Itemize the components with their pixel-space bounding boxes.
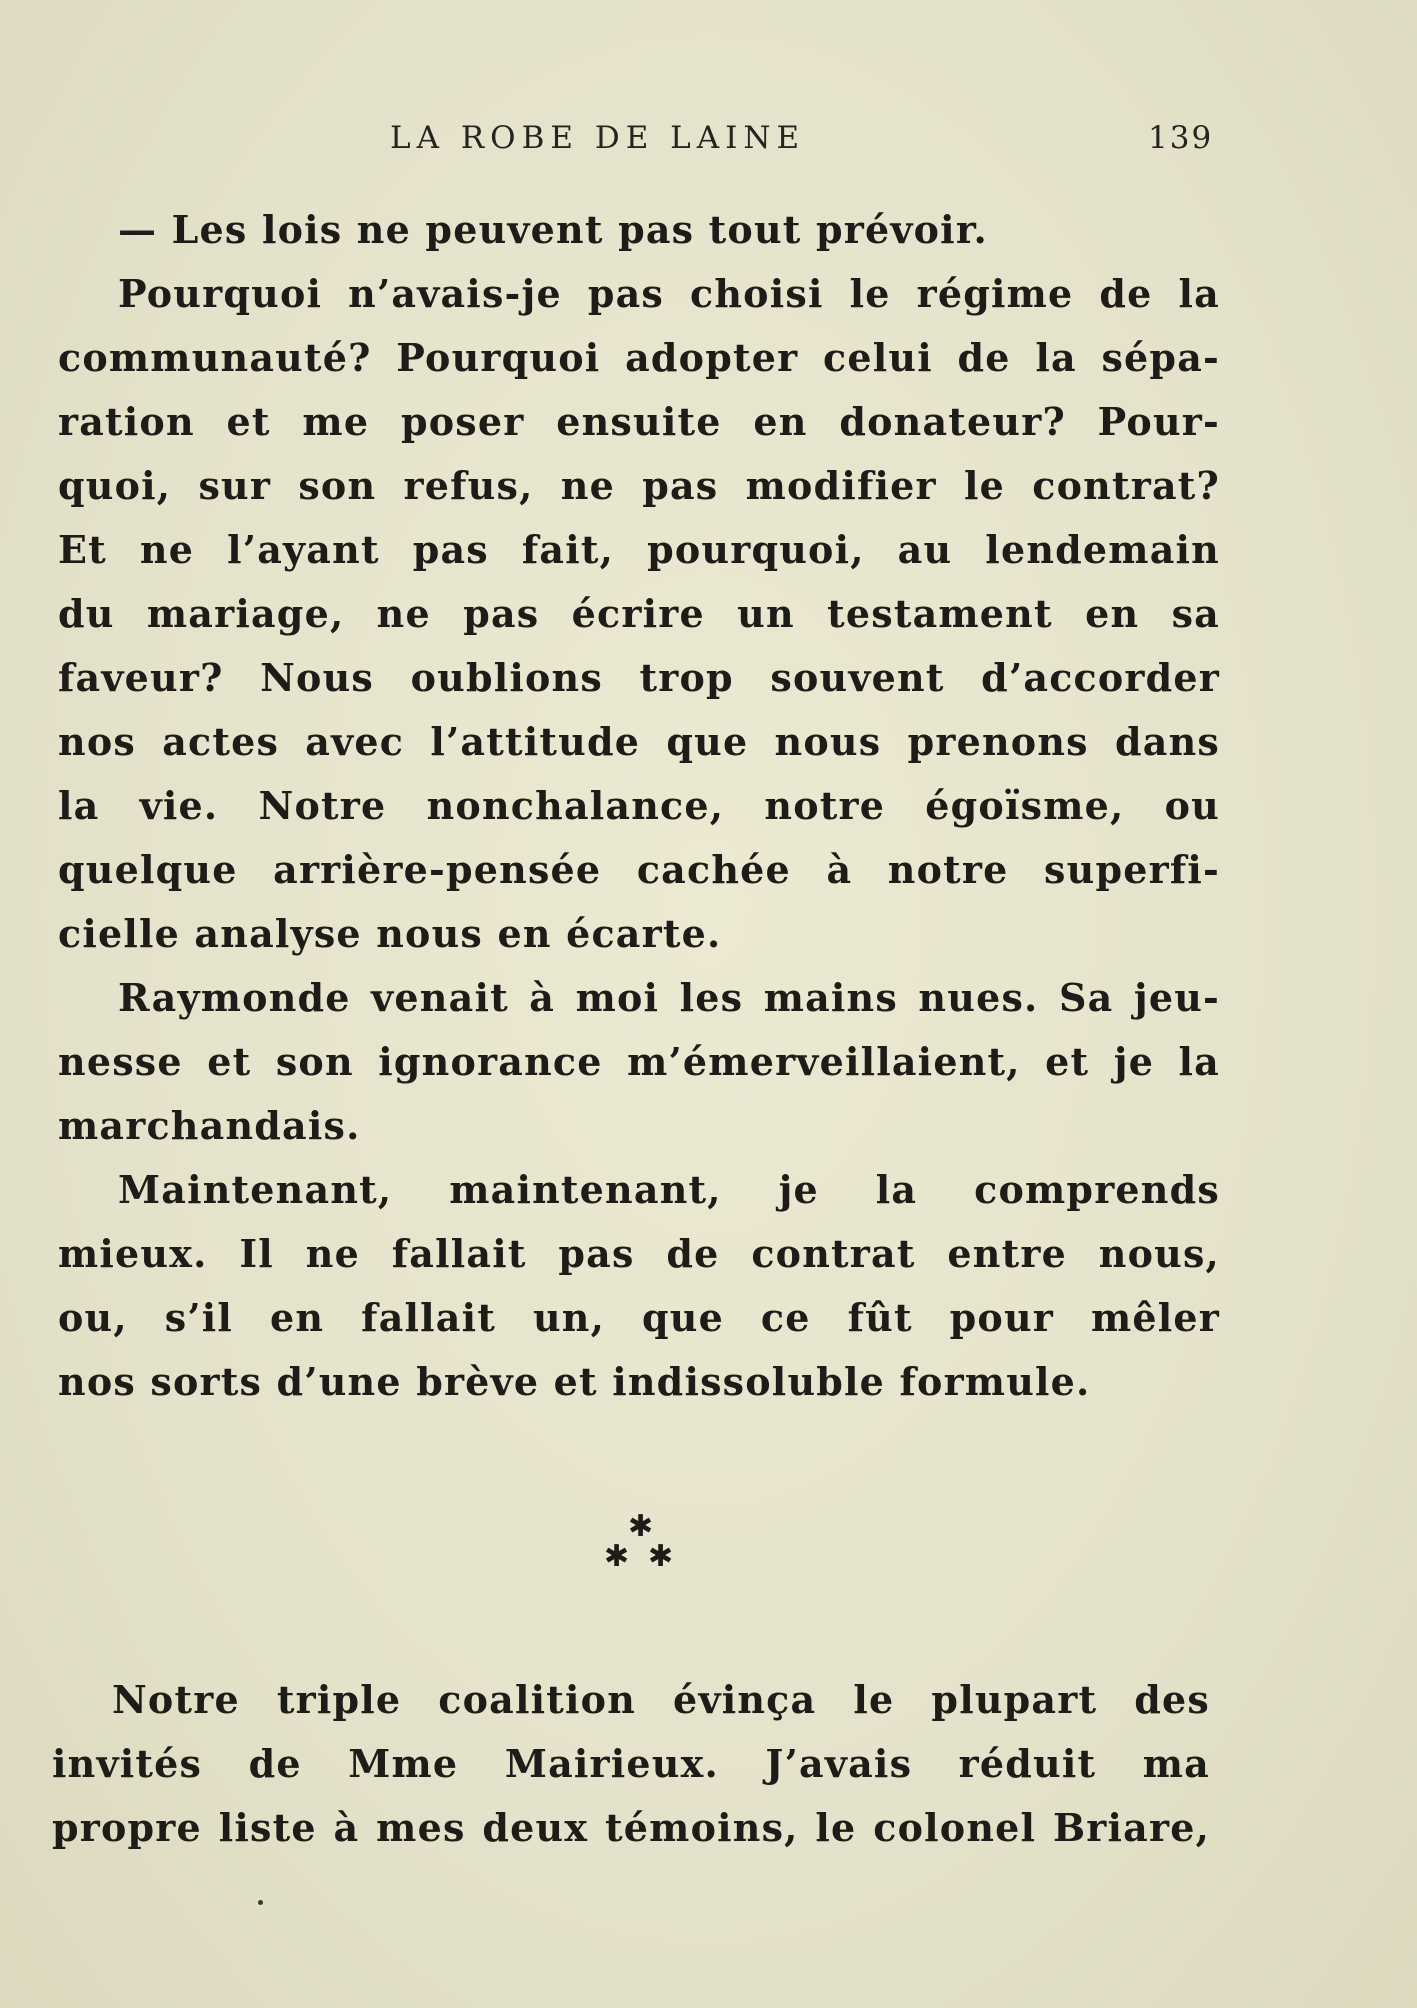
text-line: du mariage, ne pas écrire un testament en sa [58, 591, 1220, 636]
text-line: quoi, sur son refus, ne pas modifier le contrat? [58, 463, 1220, 508]
text-line: communauté? Pourquoi adopter celui de la sépa- [58, 335, 1220, 380]
body-text-continued [52, 1668, 1210, 1860]
text-line: nesse et son ignorance m’émerveillaient, et je la [58, 1039, 1220, 1084]
text-line: ration et me poser ensuite en donateur? Pour- [58, 399, 1220, 444]
text-line: Pourquoi n’avais-je pas choisi le régime de la [118, 271, 1220, 316]
running-head [0, 120, 1417, 170]
asterism-star-icon: ✱ [628, 1509, 654, 1544]
text-line: la vie. Notre nonchalance, notre égoïsme, ou [58, 783, 1220, 828]
text-line: Notre triple coalition évinça le plupart des [112, 1677, 1210, 1722]
text-line: Raymonde venait à moi les mains nues. Sa jeu- [118, 975, 1220, 1020]
body-text [58, 198, 1220, 1414]
text-line: ou, s’il en fallait un, que ce fût pour mêler [58, 1295, 1220, 1340]
text-line: Maintenant, maintenant, je la comprends [118, 1167, 1220, 1212]
running-title: LA ROBE DE LAINE [390, 120, 806, 156]
text-line: propre liste à mes deux témoins, le colonel Briare, [52, 1805, 1210, 1850]
text-line: nos actes avec l’attitude que nous prenons dans [58, 719, 1220, 764]
text-line: faveur? Nous oublions trop souvent d’accorder [58, 655, 1220, 700]
text-line: nos sorts d’une brève et indissoluble formule. [58, 1359, 1091, 1404]
paper-speck [258, 1900, 263, 1905]
text-line: cielle analyse nous en écarte. [58, 911, 722, 956]
text-line: Et ne l’ayant pas fait, pourquoi, au lendemain [58, 527, 1220, 572]
section-break-ornament [586, 1509, 706, 1592]
text-line: marchandais. [58, 1103, 361, 1148]
page-number: 139 [1148, 120, 1214, 156]
text-line: — Les lois ne peuvent pas tout prévoir. [118, 207, 988, 252]
asterism-star-icon: ✱ [604, 1539, 630, 1574]
asterism-star-icon: ✱ [648, 1539, 674, 1574]
text-line: quelque arrière-pensée cachée à notre superfi- [58, 847, 1220, 892]
text-line: mieux. Il ne fallait pas de contrat entre nous, [58, 1231, 1220, 1276]
text-line: invités de Mme Mairieux. J’avais réduit ma [52, 1741, 1210, 1786]
